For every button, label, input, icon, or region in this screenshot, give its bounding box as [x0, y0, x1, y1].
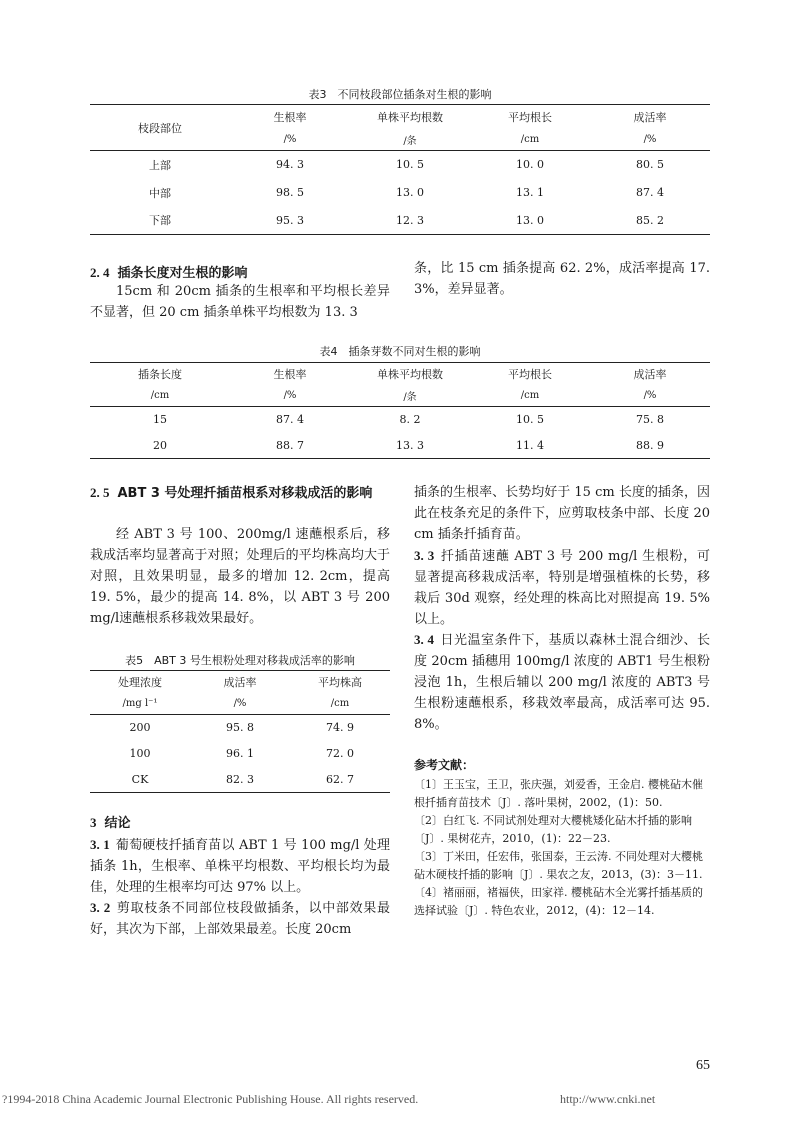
table-row: [90, 151, 710, 179]
table4-header-0: 插条长度: [90, 363, 230, 385]
table-cell: CK: [90, 767, 190, 793]
table3: [90, 104, 710, 235]
item-text: 日光温室条件下，基质以森林土混合细沙、长度 20cm 插穗用 100mg/l 浓度的 ABT1 号生根粉浸泡 1h，生根后辅以 200 mg/l 浓度的 ABT3 号生根粉速蘸根系，移栽效率最高，成活率可达 95. 8%。: [414, 633, 710, 732]
section-title: 插条长度对生根的影响: [117, 266, 248, 281]
table-cell: 13. 0: [396, 186, 424, 199]
table5-unit-2: /cm: [290, 693, 390, 715]
table4: [90, 362, 710, 459]
table-cell: 98. 5: [276, 186, 304, 199]
table-row: [90, 407, 710, 433]
section-2-4-heading: [90, 262, 390, 281]
table-cell: 94. 3: [276, 158, 304, 172]
table-cell: 200: [129, 721, 151, 735]
table3-header-3: 平均根长: [470, 105, 590, 129]
section-3-heading: [90, 812, 390, 831]
item-text: 扦插苗速蘸 ABT 3 号 200 mg/l 生根粉，可显著提高移栽成活率，特别是增强植株的长势，移栽后 30d 观察，经处理的株高比对照提高 19. 5% 以上。: [414, 549, 710, 627]
table-cell: 82. 3: [190, 767, 290, 793]
table3-unit-2: /条: [350, 129, 470, 151]
footer-link[interactable]: http://www.cnki.net: [560, 1092, 656, 1106]
table3-unit-1: /%: [230, 129, 350, 151]
table-cell: 20: [90, 433, 230, 459]
table-cell: 95. 3: [230, 207, 350, 235]
table-cell: 75. 8: [636, 413, 664, 427]
table5-caption: 表5 ABT 3 号生根粉处理对移栽成活率的影响: [125, 654, 355, 667]
table-cell: 10. 5: [396, 158, 424, 172]
item-number: 3. 1: [90, 837, 110, 852]
page-number: 65: [696, 1058, 710, 1073]
table-row: [90, 767, 390, 793]
table-row: [90, 715, 390, 741]
table4-header-4: 成活率: [590, 363, 710, 385]
table-cell: 13. 1: [516, 186, 544, 199]
table4-unit-0: /cm: [90, 385, 230, 407]
reference-item: 〔3〕丁米田，任宏伟，张国泰，王云涛. 不同处理对大樱桃砧木硬枝扦插的影响〔J〕. 果农之友，2013，(3)：3－11.: [414, 850, 703, 881]
table3-caption: 表3 不同枝段部位插条对生根的影响: [308, 88, 492, 101]
table5-unit-1: /%: [190, 693, 290, 715]
conclusion-continued-text: 插条的生根率、长势均好于 15 cm 长度的插条，因此在枝条充足的条件下，应剪取枝条中部、长度 20 cm 插条扦插育苗。: [414, 485, 710, 542]
table4-unit-1: /%: [230, 385, 350, 407]
table5-header-0: 处理浓度: [90, 671, 190, 693]
item-number: 3. 4: [414, 632, 434, 647]
table-cell: 72. 0: [326, 747, 354, 760]
table-cell: 85. 2: [590, 207, 710, 235]
table-cell: 13. 3: [350, 433, 470, 459]
conclusion-3-2: [90, 897, 390, 940]
table-cell: 62. 7: [290, 767, 390, 793]
reference-item: 〔1〕王玉宝，王卫，张庆强，刘爱香，王金启. 樱桃砧木催根扦插育苗技术〔J〕. 落叶果树，2002，(1)：50.: [414, 778, 703, 809]
table-cell: 87. 4: [636, 186, 664, 199]
table-cell: 95. 8: [226, 721, 254, 735]
table3-unit-3: /cm: [470, 129, 590, 151]
item-text: 剪取枝条不同部位枝段做插条，以中部效果最好，其次为下部，上部效果最差。长度 20cm: [90, 901, 390, 937]
table-cell: 10. 5: [516, 413, 544, 427]
table-cell: 96. 1: [226, 747, 254, 760]
table5-header-1: 成活率: [190, 671, 290, 693]
table4-caption: 表4 插条芽数不同对生根的影响: [319, 345, 481, 358]
table-row: [90, 433, 710, 459]
table4-header-3: 平均根长: [470, 363, 590, 385]
table5-header-2: 平均株高: [290, 671, 390, 693]
item-number: 3. 2: [90, 900, 111, 915]
table4-unit-2: /条: [350, 385, 470, 407]
section-title: ABT 3 号处理扦插苗根系对移栽成活的影响: [117, 486, 373, 501]
table4-unit-4: /%: [590, 385, 710, 407]
conclusion-3-4: [414, 629, 710, 735]
table-cell: 中部: [149, 186, 171, 200]
table3-header-4: 成活率: [590, 105, 710, 129]
footer-copyright: ?1994-2018 China Academic Journal Electronic Publishing House. All rights reserved.: [2, 1092, 419, 1106]
table5-unit-0: /mg l⁻¹: [90, 693, 190, 715]
table-cell: 88. 9: [590, 433, 710, 459]
table3-header-2: 单株平均根数: [350, 105, 470, 129]
table-cell: 15: [153, 413, 167, 427]
table-cell: 12. 3: [350, 207, 470, 235]
table3-header-1: 生根率: [230, 105, 350, 129]
table-row: [90, 179, 710, 207]
table3-unit-4: /%: [590, 129, 710, 151]
table-cell: 74. 9: [326, 721, 354, 735]
table-cell: 11. 4: [470, 433, 590, 459]
table-cell: 13. 0: [470, 207, 590, 235]
table-cell: 上部: [149, 158, 171, 172]
table-cell: 下部: [90, 207, 230, 235]
table4-unit-3: /cm: [470, 385, 590, 407]
table-cell: 87. 4: [276, 413, 304, 427]
table-cell: 88. 7: [230, 433, 350, 459]
reference-item: 〔2〕白红飞. 不同试剂处理对大樱桃矮化砧木扦插的影响〔J〕. 果树花卉，2010，(1)：22－23.: [414, 814, 692, 845]
section-number: 2. 5: [90, 485, 110, 500]
section-2-5-heading: [90, 482, 390, 504]
table3-header-0: 枝段部位: [90, 105, 230, 151]
section-number: 2. 4: [90, 265, 110, 280]
section-2-4-right-text: 条，比 15 cm 插条提高 62. 2%，成活率提高 17. 3%，差异显著。: [414, 261, 710, 297]
references-title: 参考文献：: [414, 758, 475, 772]
table-cell: 8. 2: [399, 413, 421, 427]
table4-header-2: 单株平均根数: [350, 363, 470, 385]
table-cell: 10. 0: [516, 158, 544, 172]
table-cell: 100: [129, 747, 151, 760]
table4-header-1: 生根率: [230, 363, 350, 385]
item-text: 葡萄硬枝扦插育苗以 ABT 1 号 100 mg/l 处理插条 1h，生根率、单株平均根数、平均根长均为最佳，处理的生根率均可达 97% 以上。: [90, 838, 390, 895]
table-row: [90, 741, 390, 767]
conclusion-3-3: [414, 545, 710, 630]
section-title: 结论: [104, 816, 131, 831]
table-cell: 80. 5: [636, 158, 664, 172]
table-row: [90, 207, 710, 235]
section-2-4-left-text: 15cm 和 20cm 插条的生根率和平均根长差异不显著，但 20 cm 插条单株平均根数为 13. 3: [90, 284, 390, 320]
section-number: 3: [90, 815, 97, 830]
conclusion-3-1: [90, 834, 390, 898]
reference-item: 〔4〕褚丽丽，褚福侠，田家祥. 樱桃砧木全光雾扦插基质的选择试验〔J〕. 特色农业，2012，(4)：12－14.: [414, 886, 703, 917]
item-number: 3. 3: [414, 548, 435, 563]
table5: [90, 670, 390, 793]
section-2-5-text: 经 ABT 3 号 100、200mg/l 速蘸根系后，移栽成活率均显著高于对照；处理后的平均株高均大于对照，且效果明显，最多的增加 12. 2cm，提高 19. 5%，最少的提高 14. 8%，以 ABT 3 号 200 mg/l速蘸根系移栽效果最好。: [90, 527, 390, 626]
